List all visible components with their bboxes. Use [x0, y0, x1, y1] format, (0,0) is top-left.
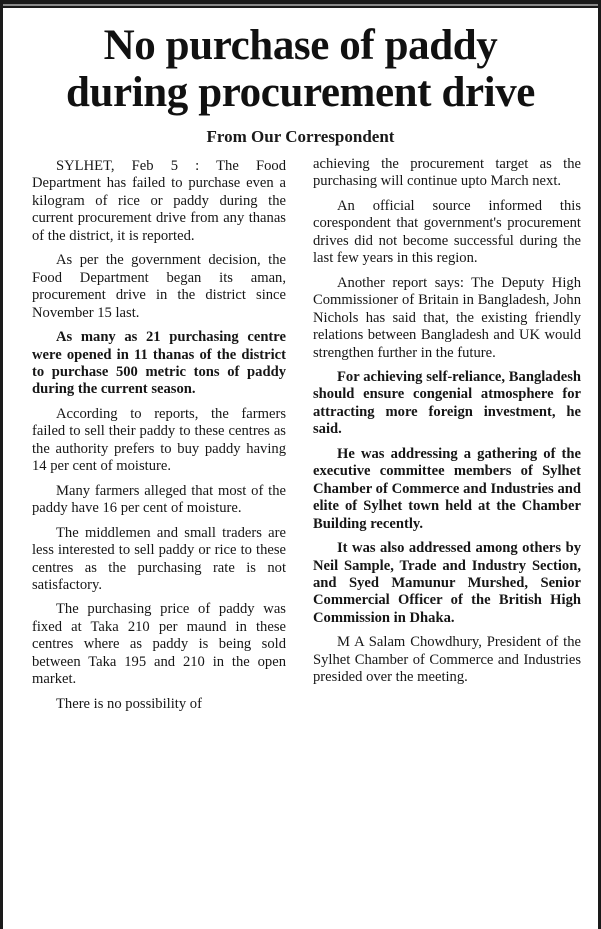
- paragraph: He was addressing a gathering of the executive committee members of Sylhet Chamber of Commerce and Industries and elite of Sylhet town held at the Chamber Building recently.: [313, 445, 581, 532]
- top-rule-inner-line: [0, 4, 601, 6]
- paragraph: It was also addressed among others by Neil Sample, Trade and Industry Section, and Syed Mamunur Murshed, Senior Commercial Officer of the British High Commission in Dhaka.: [313, 540, 581, 626]
- paragraph: As many as 21 purchasing centre were opened in 11 thanas of the district to purchase 500 metric tons of paddy during the current season.: [32, 329, 286, 398]
- paragraph: The middlemen and small traders are less interested to sell paddy or rice to these centres as the purchasing rate is not satisfactory.: [32, 524, 286, 593]
- article-column-right: [313, 156, 581, 694]
- paragraph: There is no possibility of: [56, 695, 202, 712]
- headline: [0, 22, 601, 116]
- paragraph: Another report says: The Deputy High Commissioner of Britain in Bangladesh, John Nichols has said that, the existing friendly relations between Bangladesh and UK would strengthen further in the future.: [313, 274, 581, 361]
- paragraph: Many farmers alleged that most of the paddy have 16 per cent of moisture.: [32, 482, 286, 517]
- article-column-left: [32, 158, 286, 720]
- paragraph: The purchasing price of paddy was fixed at Taka 210 per maund in these centres where as paddy is being sold between Taka 195 and 210 in the open market.: [32, 601, 286, 688]
- paragraph: An official source informed this corespondent that government's procurement drives did not become successful during the last few years in this region.: [313, 197, 581, 267]
- paragraph: According to reports, the farmers failed to sell their paddy to these centres as the authority prefers to buy paddy having 14 per cent of moisture.: [32, 405, 286, 475]
- paragraph: achieving the procurement target as the purchasing will continue upto March next.: [313, 156, 581, 190]
- headline-line-2: during procurement drive: [66, 69, 535, 116]
- paragraph: M A Salam Chowdhury, President of the Sylhet Chamber of Commerce and Industries presided over the meeting.: [313, 634, 581, 686]
- paragraph: SYLHET, Feb 5 : The Food Department has failed to purchase even a kilogram of rice or paddy during the current procurement drive from any thanas of the district, it is reported.: [32, 158, 286, 244]
- paragraph: As per the government decision, the Food Department began its aman, procurement drive in the district since November 15 last.: [32, 252, 286, 321]
- byline: From Our Correspondent: [206, 127, 395, 146]
- paragraph: For achieving self-reliance, Bangladesh should ensure congenial atmosphere for attracting more foreign investment, he said.: [313, 368, 581, 438]
- headline-line-1: No purchase of paddy: [103, 22, 498, 69]
